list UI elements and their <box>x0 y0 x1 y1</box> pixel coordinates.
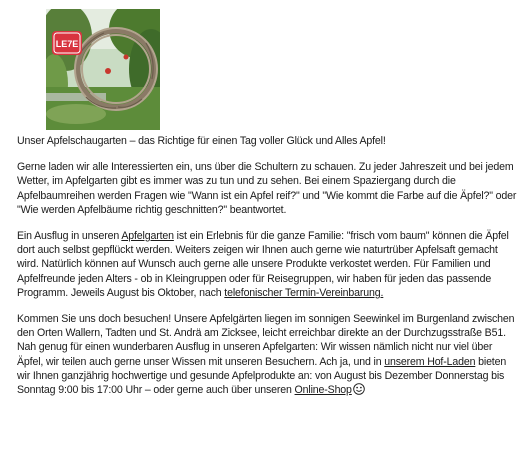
paragraph-2-text-start: Ein Ausflug in unseren <box>17 230 122 243</box>
apple-garden-photo <box>46 9 160 130</box>
hof-laden-link[interactable]: unserem Hof-Laden <box>384 355 476 368</box>
svg-text:LE7E: LE7E <box>55 39 79 49</box>
sign <box>52 31 82 55</box>
apfelgarten-link[interactable]: Apfelgarten <box>121 230 174 243</box>
paragraph-1-text: Gerne laden wir alle Interessierten ein, uns über die Schultern zu schauen. Zu jeder Jahreszeit und bei jedem Wetter, im Apfelgarten gibt es immer was zu tun und zu sehen. Bei einem Spaziergang durch die Apfelbaumreihen werden Fragen wie "Wann ist ein Apfel reif?" und "Wie kommt die Farbe auf die Äpfel?" oder "Wie werden Apfelbäume richtig geschnitten?" beantwortet. <box>17 161 517 216</box>
telefonische-termin-link[interactable]: telefonischer Termin-Vereinbarung. <box>224 286 384 299</box>
online-shop-link[interactable]: Online-Shop <box>294 384 352 397</box>
intro-text: Unser Apfelschaugarten – das Richtige für einen Tag voller Glück und Alles Apfel! <box>17 135 386 147</box>
paragraph-1 <box>17 160 517 217</box>
intro-line <box>17 134 517 148</box>
paragraph-2-text-middle: ist ein Erlebnis für die ganze Familie: "frisch vom baum" können die Äpfel dort auch selbst gepflückt werden. Weiters zeigen wir Ihnen auch gerne wie naturtrüber Apfelsaft gemacht wird. Natürlich können auf Wunsch auch gerne alle unsere Produkte verkostet werden. Für Familien und Apfelfreunde jeden Alters - ob in Kleingruppen oder für Reisegruppen, wir haben für jeden das passende Programm. Jeweils August bis Oktober, nach <box>17 230 509 299</box>
paragraph-3-text-middle: bieten wir Ihnen ganzjährig hochwertige und gesunde Apfelprodukte an: von August bis Dezember Donnerstag bis Sonntag 9:00 bis 17:00 Uhr – oder gerne auch über unseren <box>17 355 507 397</box>
article-body <box>17 134 517 399</box>
paragraph-3-text-start: Kommen Sie uns doch besuchen! Unsere Apfelgärten liegen im sonnigen Seewinkel im Burgenland zwischen den Orten Wallern, Tadten und St. Andrä am Zicksee, leicht erreichbar direkte an der Durchzugsstraße B51. Nah genug für einen wunderbaren Ausflug in unseren Apfelgarten: Wir wissen nämlich nicht nur viel über Äpfel, wir teilen auch gerne unser Wissen mit unseren Besuchern. Ach ja, und in <box>17 313 515 368</box>
smiley-icon <box>353 383 365 399</box>
paragraph-2 <box>17 229 517 300</box>
paragraph-3 <box>17 312 517 399</box>
